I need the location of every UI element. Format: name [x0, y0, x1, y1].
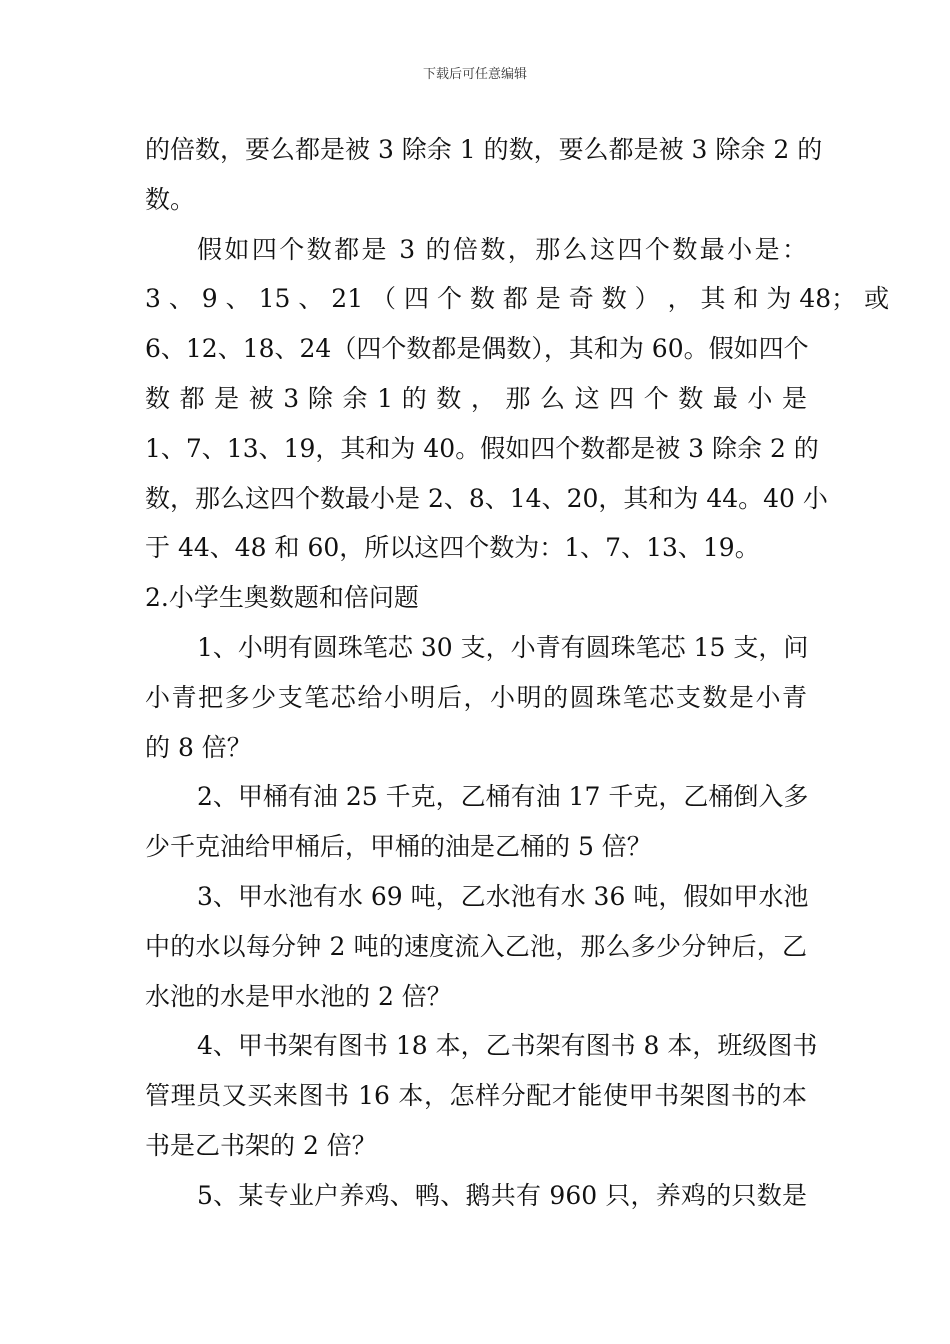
text-line: 数。: [145, 184, 196, 214]
document-body: [145, 125, 890, 1221]
text-line: 3 、 9 、 15 、 21 （ 四 个 数 都 是 奇 数 ） ， 其 和 为 48； 或: [145, 284, 890, 314]
text-line: 1、7、13、19，其和为 40。假如四个数都是被 3 除余 2 的: [145, 433, 819, 463]
text-line: 小青把多少支笔芯给小明后，小明的圆珠笔芯支数是小青: [145, 682, 807, 712]
text-line: 的 8 倍？: [145, 732, 252, 762]
text-line: 于 44、48 和 60，所以这四个数为：1、7、13、19。: [145, 533, 760, 563]
text-line: 1、小明有圆珠笔芯 30 支，小青有圆珠笔芯 15 支，问: [197, 632, 809, 662]
text-line: 3、甲水池有水 69 吨，乙水池有水 36 吨，假如甲水池: [197, 881, 809, 911]
text-line: 6、12、18、24（四个数都是偶数），其和为 60。假如四个: [145, 334, 809, 364]
text-line: 水池的水是甲水池的 2 倍？: [145, 981, 452, 1011]
text-line: 中的水以每分钟 2 吨的速度流入乙池，那么多少分钟后，乙: [145, 931, 807, 961]
text-line: 数，那么这四个数最小是 2、8、14、20，其和为 44。40 小: [145, 483, 828, 513]
text-line: 5、某专业户养鸡、鸭、鹅共有 960 只，养鸡的只数是: [197, 1180, 807, 1210]
text-line: 假如四个数都是 3 的倍数，那么这四个数最小是：: [197, 234, 807, 264]
text-line: 数 都 是 被 3 除 余 1 的 数 ， 那 么 这 四 个 数 最 小 是: [145, 383, 807, 413]
text-line: 书是乙书架的 2 倍？: [145, 1130, 377, 1160]
text-line: 少千克油给甲桶后，甲桶的油是乙桶的 5 倍？: [145, 832, 652, 862]
text-line: 2、甲桶有油 25 千克，乙桶有油 17 千克，乙桶倒入多: [197, 782, 809, 812]
text-line: 4、甲书架有图书 18 本，乙书架有图书 8 本，班级图书: [197, 1031, 818, 1061]
text-line: 2.小学生奥数题和倍问题: [145, 583, 419, 613]
page-header: 下载后可任意编辑: [422, 67, 527, 82]
text-line: 管理员又买来图书 16 本，怎样分配才能使甲书架图书的本: [145, 1081, 807, 1111]
text-line: 的倍数，要么都是被 3 除余 1 的数，要么都是被 3 除余 2 的: [145, 135, 823, 164]
